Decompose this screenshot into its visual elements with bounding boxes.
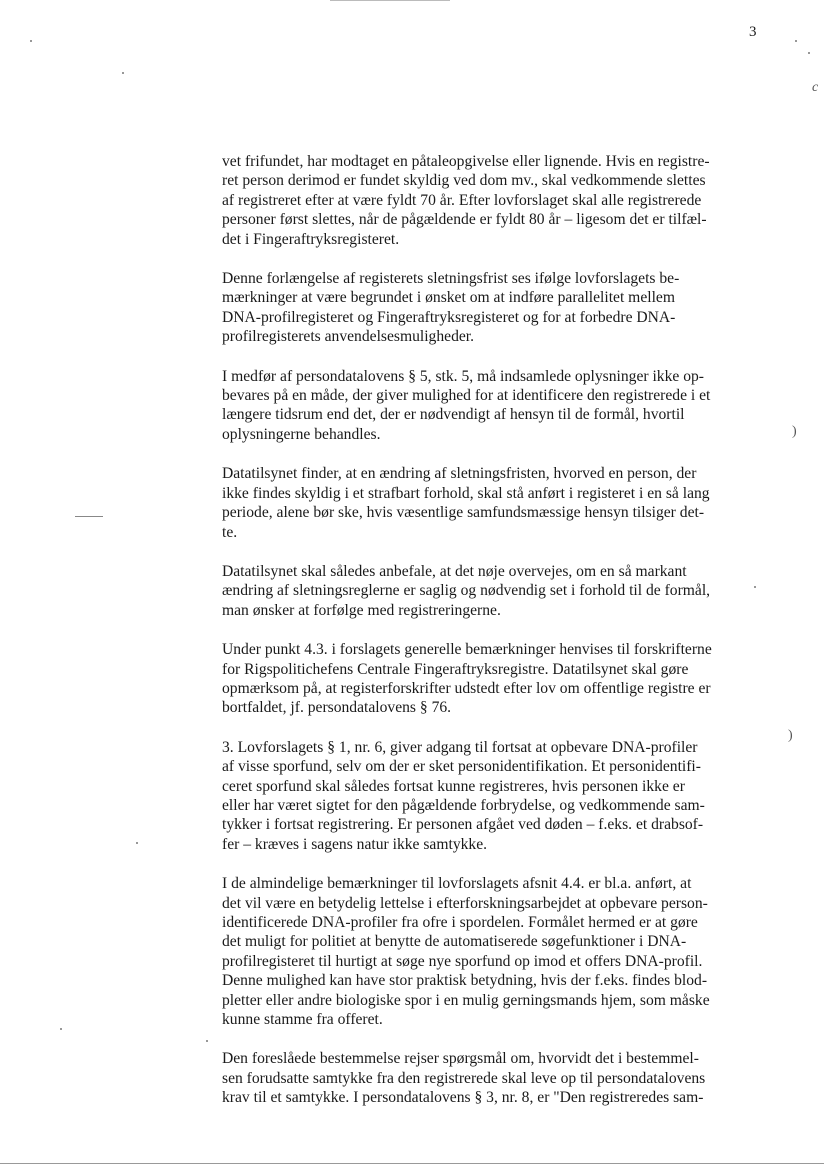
scan-artifact-dash bbox=[75, 516, 103, 517]
text-line: Denne mulighed kan have stor praktisk betydning, hvis der f.eks. findes blod- bbox=[222, 972, 708, 990]
text-line: tykker i fortsat registrering. Er personen afgået ved døden – f.eks. et drabsof- bbox=[222, 816, 704, 834]
text-line: ændring af sletningsreglerne er saglig og nødvendig set i forhold til de formål, bbox=[222, 582, 711, 600]
text-line: af registreret efter at være fyldt 70 år. Efter lovforslaget skal alle registrerede bbox=[222, 191, 702, 209]
text-line: oplysningerne behandles. bbox=[222, 425, 381, 443]
text-line: Den foreslåede bestemmelse rejser spørgsmål om, hvorvidt det i bestemmel- bbox=[222, 1050, 699, 1068]
text-line: DNA-profilregisteret og Fingeraftryksregisteret og for at forbedre DNA- bbox=[222, 308, 676, 326]
paragraph-7 bbox=[222, 738, 762, 854]
text-line: Denne forlængelse af registerets sletningsfrist ses ifølge lovforslagets be- bbox=[222, 270, 680, 288]
scan-artifact-dash bbox=[330, 0, 450, 1]
text-line: identificerede DNA-profiler fra ofre i spordelen. Formålet hermed er at gøre bbox=[222, 914, 698, 931]
text-line: krav til et samtykke. I persondatalovens § 3, nr. 8, er "Den registreredes sam- bbox=[222, 1089, 704, 1107]
text-line: pletter eller andre biologiske spor i en mulig gerningsmands hjem, som måske bbox=[222, 991, 710, 1009]
text-line: ret person derimod er fundet skyldig ved dom mv., skal vedkommende slettes bbox=[222, 172, 706, 190]
paragraph-5 bbox=[222, 562, 762, 620]
scan-artifact-dot bbox=[754, 586, 756, 588]
text-line: af visse sporfund, selv om der er sket personidentifikation. Et personidentifi- bbox=[222, 758, 701, 776]
text-line: det i Fingeraftryksregisteret. bbox=[222, 230, 400, 248]
text-line: Datatilsynet skal således anbefale, at det nøje overvejes, om en så markant bbox=[222, 562, 687, 580]
paragraph-8 bbox=[222, 874, 762, 1029]
text-line: periode, alene bør ske, hvis væsentlige samfundsmæssige hensyn tilsiger det- bbox=[222, 504, 705, 522]
paragraph-1 bbox=[222, 152, 762, 249]
scan-artifact-dash bbox=[0, 1163, 824, 1164]
paragraph-2 bbox=[222, 269, 762, 347]
margin-mark: ) bbox=[788, 728, 793, 743]
text-line: eller har været sigtet for den pågældende forbrydelse, og vedkommende sam- bbox=[222, 796, 705, 814]
text-line: længere tidsrum end det, der er nødvendigt af hensyn til de formål, hvortil bbox=[222, 406, 685, 424]
text-line: bevares på en måde, der giver mulighed for at identificere den registrerede i et bbox=[222, 387, 711, 405]
document-body bbox=[222, 152, 762, 1128]
text-line: bortfaldet, jf. persondatalovens § 76. bbox=[222, 699, 452, 717]
text-line: vet frifundet, har modtaget en påtaleopgivelse eller lignende. Hvis en registre- bbox=[222, 153, 710, 170]
text-line: profilregisterets anvendelsesmuligheder. bbox=[222, 328, 475, 346]
text-line: for Rigspolitichefens Centrale Fingeraftryksregistre. Datatilsynet skal gøre bbox=[222, 660, 689, 678]
text-line: profilregisteret til hurtigt at søge nye sporfund op imod et offers DNA-profil. bbox=[222, 952, 703, 970]
text-line: fer – kræves i sagens natur ikke samtykke. bbox=[222, 835, 488, 853]
scan-artifact-dot bbox=[60, 1028, 62, 1030]
text-line: mærkninger at være begrundet i ønsket om at indføre parallelitet mellem bbox=[222, 289, 675, 307]
text-line: det vil være en betydelig lettelse i efterforskningsarbejdet at opbevare person- bbox=[222, 894, 708, 912]
text-line: 3. Lovforslagets § 1, nr. 6, giver adgang til fortsat at opbevare DNA-profiler bbox=[222, 738, 698, 756]
text-line: te. bbox=[222, 523, 238, 541]
text-line: I medfør af persondatalovens § 5, stk. 5, må indsamlede oplysninger ikke op- bbox=[222, 367, 704, 385]
scan-artifact-dot bbox=[136, 842, 138, 844]
paragraph-6 bbox=[222, 640, 762, 718]
text-line: man ønsker at forfølge med registreringerne. bbox=[222, 601, 501, 619]
scan-artifact-dot bbox=[808, 52, 810, 54]
page-number: 3 bbox=[749, 24, 757, 40]
scan-artifact-dot bbox=[122, 72, 124, 74]
text-line: I de almindelige bemærkninger til lovforslagets afsnit 4.4. er bl.a. anført, at bbox=[222, 875, 692, 893]
text-line: ceret sporfund skal således fortsat kunne registreres, hvis personen ikke er bbox=[222, 777, 685, 795]
text-line: sen forudsatte samtykke fra den registrerede skal leve op til persondatalovens bbox=[222, 1069, 706, 1087]
text-line: personer først slettes, når de pågældende er fyldt 80 år – ligesom det er tilfæl- bbox=[222, 211, 707, 229]
scan-artifact-dot bbox=[795, 40, 797, 42]
paragraph-3 bbox=[222, 367, 762, 445]
margin-mark: ) bbox=[792, 424, 797, 439]
text-line: det muligt for politiet at benytte de automatiserede søgefunktioner i DNA- bbox=[222, 933, 687, 951]
text-line: Under punkt 4.3. i forslagets generelle bemærkninger henvises til forskrifterne bbox=[222, 641, 712, 659]
text-line: kunne stamme fra offeret. bbox=[222, 1011, 383, 1029]
text-line: opmærksom på, at registerforskrifter udstedt efter lov om offentlige registre er bbox=[222, 679, 711, 697]
paragraph-9 bbox=[222, 1049, 762, 1107]
text-line: ikke findes skyldig i et strafbart forhold, skal stå anført i registeret i en så lang bbox=[222, 484, 710, 502]
text-line: Datatilsynet finder, at en ændring af sletningsfristen, hvorved en person, der bbox=[222, 465, 697, 483]
paragraph-4 bbox=[222, 464, 762, 542]
margin-mark: c bbox=[812, 80, 819, 95]
scan-artifact-dot bbox=[30, 40, 32, 42]
scan-artifact-dot bbox=[206, 1040, 208, 1042]
